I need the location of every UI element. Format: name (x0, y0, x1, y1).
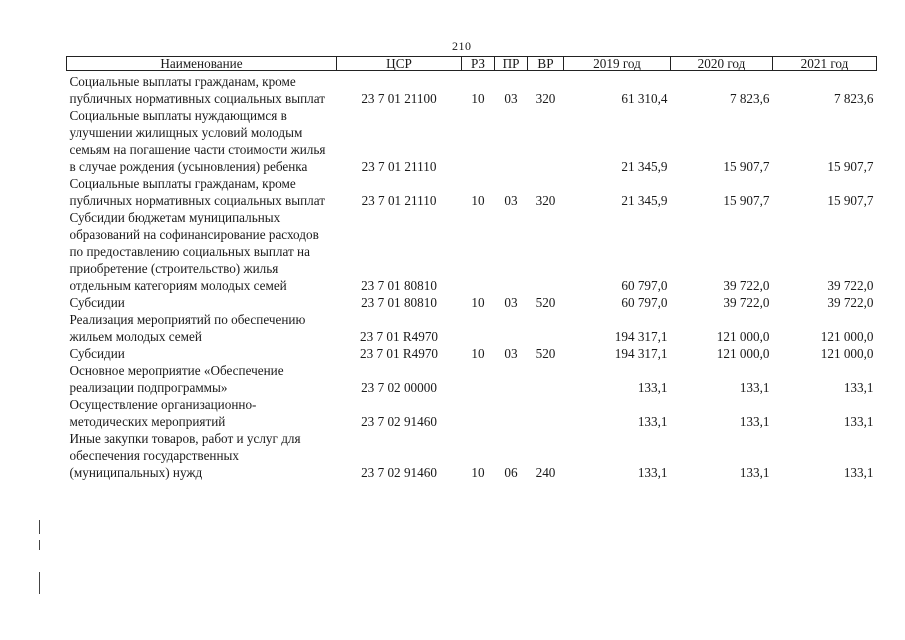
row-csr: 23 7 02 91460 (361, 465, 437, 480)
row-rz: 10 (471, 465, 485, 480)
row-2019: 133,1 (637, 380, 668, 395)
scan-margin-marks (38, 520, 42, 600)
row-pr (495, 107, 528, 175)
row-vr: 520 (535, 295, 556, 310)
row-2021: 121 000,0 (820, 329, 874, 344)
header-csr: ЦСР (337, 57, 462, 71)
row-rz: 10 (471, 346, 485, 361)
row-2021: 133,1 (843, 465, 874, 480)
row-rz: 10 (471, 193, 485, 208)
row-csr: 23 7 01 80810 (361, 295, 437, 310)
header-2020: 2020 год (671, 57, 773, 71)
row-2020: 121 000,0 (716, 346, 770, 361)
row-name: Основное мероприятие «Обеспечение реализации подпрограммы» (69, 363, 284, 395)
row-vr: 320 (535, 193, 556, 208)
row-pr: 06 (504, 465, 518, 480)
table-row (67, 107, 877, 175)
row-name: Социальные выплаты гражданам, кроме публичных нормативных социальных выплат (69, 176, 326, 208)
row-vr (528, 396, 564, 430)
table-row (67, 362, 877, 396)
row-rz (462, 311, 495, 345)
table-row (67, 209, 877, 294)
row-2019: 194 317,1 (614, 346, 668, 361)
table-body (67, 71, 877, 482)
row-name: Социальные выплаты нуждающимся в улучшении жилищных условий молодым семьям на погашение части стоимости жилья в случае рождения (усыновления) ребенка (69, 108, 326, 174)
row-rz (462, 107, 495, 175)
row-csr: 23 7 01 21110 (361, 193, 437, 208)
row-name: Субсидии (69, 295, 125, 310)
row-name: Субсидии (69, 346, 125, 361)
row-rz: 10 (471, 91, 485, 106)
row-2020: 121 000,0 (716, 329, 770, 344)
row-2021: 7 823,6 (833, 91, 874, 106)
row-pr: 03 (504, 91, 518, 106)
row-2021: 39 722,0 (827, 278, 874, 293)
row-rz (462, 209, 495, 294)
row-2019: 133,1 (637, 465, 668, 480)
row-2020: 133,1 (739, 465, 770, 480)
row-2019: 194 317,1 (614, 329, 668, 344)
row-csr: 23 7 01 R4970 (359, 346, 439, 361)
table-row (67, 294, 877, 311)
row-2020: 133,1 (739, 414, 770, 429)
row-vr (528, 107, 564, 175)
row-csr: 23 7 01 21100 (361, 91, 437, 106)
table-row (67, 396, 877, 430)
table-row (67, 345, 877, 362)
row-2019: 60 797,0 (621, 278, 668, 293)
row-2019: 60 797,0 (621, 295, 668, 310)
row-2020: 133,1 (739, 380, 770, 395)
row-csr: 23 7 01 80810 (361, 278, 437, 293)
row-2020: 15 907,7 (723, 159, 770, 174)
table-row (67, 311, 877, 345)
row-csr: 23 7 02 91460 (361, 414, 437, 429)
row-2021: 133,1 (843, 380, 874, 395)
row-rz: 10 (471, 295, 485, 310)
row-name: Субсидии бюджетам муниципальных образований на софинансирование расходов по предоставлению социальных выплат на приобретение (строительство) жилья отдельным категориям молодых семей (69, 210, 319, 293)
row-2019: 61 310,4 (621, 91, 668, 106)
row-2019: 21 345,9 (621, 193, 668, 208)
row-vr (528, 362, 564, 396)
row-pr (495, 396, 528, 430)
table-row (67, 430, 877, 481)
row-pr (495, 311, 528, 345)
header-2021: 2021 год (773, 57, 877, 71)
row-name: Осуществление организационно-методических мероприятий (69, 397, 257, 429)
row-vr: 240 (535, 465, 556, 480)
row-2021: 15 907,7 (827, 159, 874, 174)
row-2020: 7 823,6 (729, 91, 770, 106)
row-pr: 03 (504, 346, 518, 361)
row-2019: 21 345,9 (621, 159, 668, 174)
row-2019: 133,1 (637, 414, 668, 429)
table-row (67, 175, 877, 209)
row-2021: 39 722,0 (827, 295, 874, 310)
row-2020: 39 722,0 (723, 295, 770, 310)
row-2021: 133,1 (843, 414, 874, 429)
table-header (67, 57, 877, 71)
row-pr (495, 209, 528, 294)
row-rz (462, 396, 495, 430)
row-pr (495, 362, 528, 396)
row-pr: 03 (504, 193, 518, 208)
row-2021: 15 907,7 (827, 193, 874, 208)
row-rz (462, 362, 495, 396)
row-name: Реализация мероприятий по обеспечению жильем молодых семей (69, 312, 306, 344)
row-pr: 03 (504, 295, 518, 310)
header-pr: ПР (495, 57, 528, 71)
row-name: Иные закупки товаров, работ и услуг для обеспечения государственных (муниципальных) нужд (69, 431, 301, 480)
row-vr: 520 (535, 346, 556, 361)
row-vr (528, 311, 564, 345)
row-vr: 320 (535, 91, 556, 106)
row-2021: 121 000,0 (820, 346, 874, 361)
table-row (67, 73, 877, 107)
budget-table (66, 56, 877, 481)
header-vr: ВР (528, 57, 564, 71)
row-csr: 23 7 01 R4970 (359, 329, 439, 344)
row-name: Социальные выплаты гражданам, кроме публичных нормативных социальных выплат (69, 74, 326, 106)
row-2020: 39 722,0 (723, 278, 770, 293)
row-csr: 23 7 01 21110 (361, 159, 437, 174)
header-rz: РЗ (462, 57, 495, 71)
row-2020: 15 907,7 (723, 193, 770, 208)
header-name: Наименование (67, 57, 337, 71)
header-2019: 2019 год (564, 57, 671, 71)
row-csr: 23 7 02 00000 (361, 380, 437, 395)
row-vr (528, 209, 564, 294)
page-number: 210 (452, 39, 472, 53)
